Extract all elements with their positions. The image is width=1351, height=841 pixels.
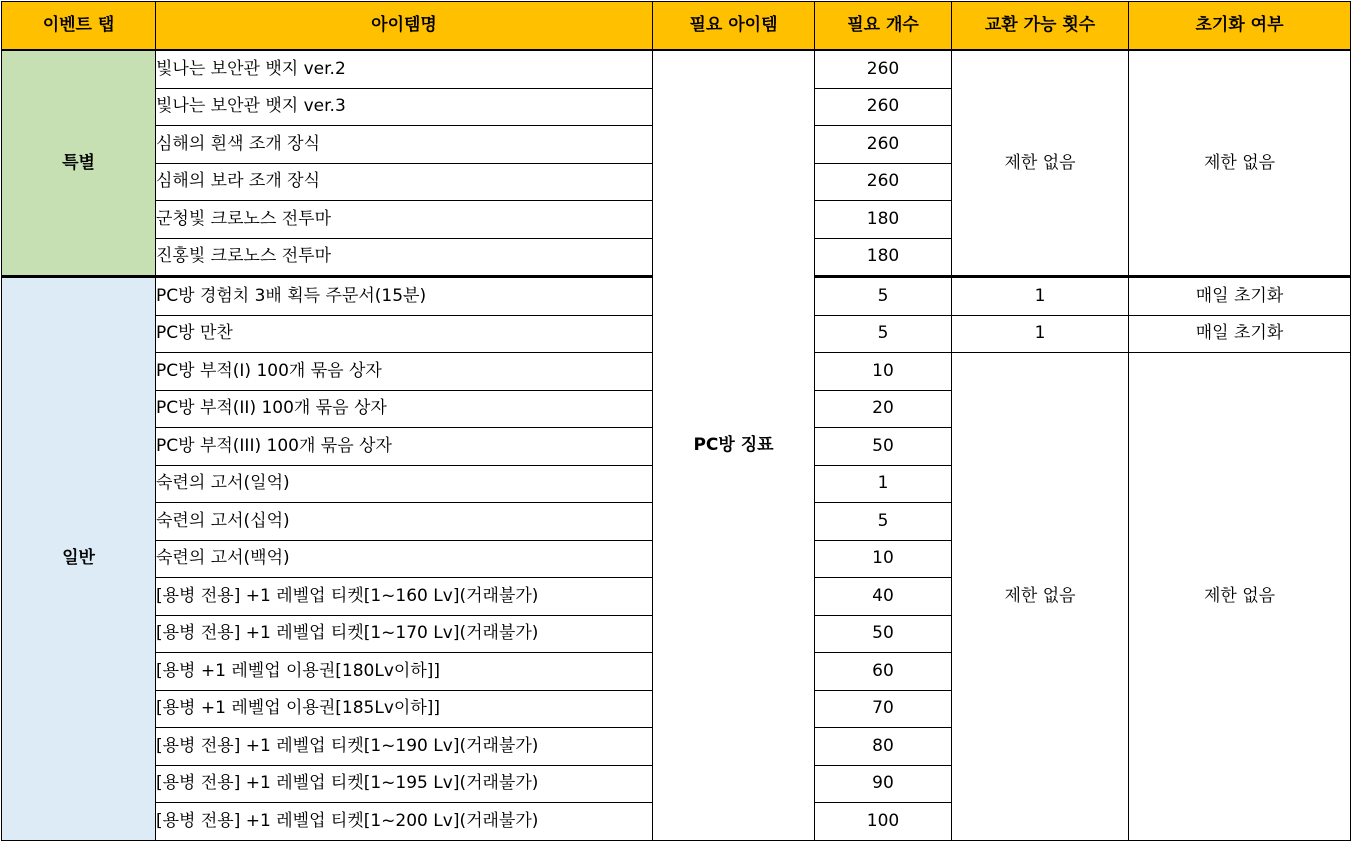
header-item: 아이템명 xyxy=(156,2,653,51)
required-count: 20 xyxy=(815,390,952,428)
table-row xyxy=(2,50,1351,88)
item-name: [용병 전용] +1 레벨업 티켓[1~195 Lv](거래불가) xyxy=(156,765,653,803)
required-count: 50 xyxy=(815,615,952,653)
reset-cell: 매일 초기화 xyxy=(1129,277,1351,316)
required-count: 90 xyxy=(815,765,952,803)
required-count: 80 xyxy=(815,728,952,766)
item-name: [용병 전용] +1 레벨업 티켓[1~200 Lv](거래불가) xyxy=(156,803,653,841)
item-name: 진홍빛 크로노스 전투마 xyxy=(156,238,653,277)
reset-cell: 매일 초기화 xyxy=(1129,315,1351,353)
item-name: 빛나는 보안관 뱃지 ver.2 xyxy=(156,50,653,88)
required-count: 260 xyxy=(815,88,952,126)
required-count: 60 xyxy=(815,653,952,691)
item-name: PC방 부적(II) 100개 묶음 상자 xyxy=(156,390,653,428)
required-count: 5 xyxy=(815,503,952,541)
required-item-cell: PC방 징표 xyxy=(653,50,815,840)
item-name: 심해의 흰색 조개 장식 xyxy=(156,126,653,164)
item-name: [용병 전용] +1 레벨업 티켓[1~190 Lv](거래불가) xyxy=(156,728,653,766)
item-name: 군청빛 크로노스 전투마 xyxy=(156,201,653,239)
item-name: [용병 전용] +1 레벨업 티켓[1~160 Lv](거래불가) xyxy=(156,578,653,616)
item-name: 숙련의 고서(십억) xyxy=(156,503,653,541)
header-reset: 초기화 여부 xyxy=(1129,2,1351,51)
item-name: [용병 전용] +1 레벨업 티켓[1~170 Lv](거래불가) xyxy=(156,615,653,653)
tab-special-label: 특별 xyxy=(2,50,156,277)
reset-cell: 제한 없음 xyxy=(1129,50,1351,277)
item-name: 숙련의 고서(백억) xyxy=(156,540,653,578)
header-exchange-limit: 교환 가능 횟수 xyxy=(952,2,1129,51)
required-count: 260 xyxy=(815,163,952,201)
item-name: PC방 부적(III) 100개 묶음 상자 xyxy=(156,428,653,466)
item-name: 숙련의 고서(일억) xyxy=(156,465,653,503)
exchange-limit-cell: 제한 없음 xyxy=(952,353,1129,841)
header-required-item: 필요 아이템 xyxy=(653,2,815,51)
required-count: 260 xyxy=(815,126,952,164)
required-count: 40 xyxy=(815,578,952,616)
required-count: 10 xyxy=(815,540,952,578)
required-count: 70 xyxy=(815,690,952,728)
header-row xyxy=(2,2,1351,51)
required-count: 180 xyxy=(815,201,952,239)
item-name: 심해의 보라 조개 장식 xyxy=(156,163,653,201)
required-count: 1 xyxy=(815,465,952,503)
required-count: 5 xyxy=(815,315,952,353)
reset-cell: 제한 없음 xyxy=(1129,353,1351,841)
item-name: [용병 +1 레벨업 이용권[180Lv이하]] xyxy=(156,653,653,691)
item-name: PC방 경험치 3배 획득 주문서(15분) xyxy=(156,277,653,316)
exchange-limit-cell: 1 xyxy=(952,277,1129,316)
item-name: [용병 +1 레벨업 이용권[185Lv이하]] xyxy=(156,690,653,728)
exchange-limit-cell: 1 xyxy=(952,315,1129,353)
event-exchange-table xyxy=(1,1,1351,841)
item-name: PC방 부적(I) 100개 묶음 상자 xyxy=(156,353,653,391)
required-count: 180 xyxy=(815,238,952,277)
header-tab: 이벤트 탭 xyxy=(2,2,156,51)
required-count: 50 xyxy=(815,428,952,466)
required-count: 10 xyxy=(815,353,952,391)
required-count: 260 xyxy=(815,50,952,88)
header-required-count: 필요 개수 xyxy=(815,2,952,51)
required-count: 5 xyxy=(815,277,952,316)
item-name: PC방 만찬 xyxy=(156,315,653,353)
required-count: 100 xyxy=(815,803,952,841)
tab-general-label: 일반 xyxy=(2,277,156,841)
item-name: 빛나는 보안관 뱃지 ver.3 xyxy=(156,88,653,126)
exchange-limit-cell: 제한 없음 xyxy=(952,50,1129,277)
